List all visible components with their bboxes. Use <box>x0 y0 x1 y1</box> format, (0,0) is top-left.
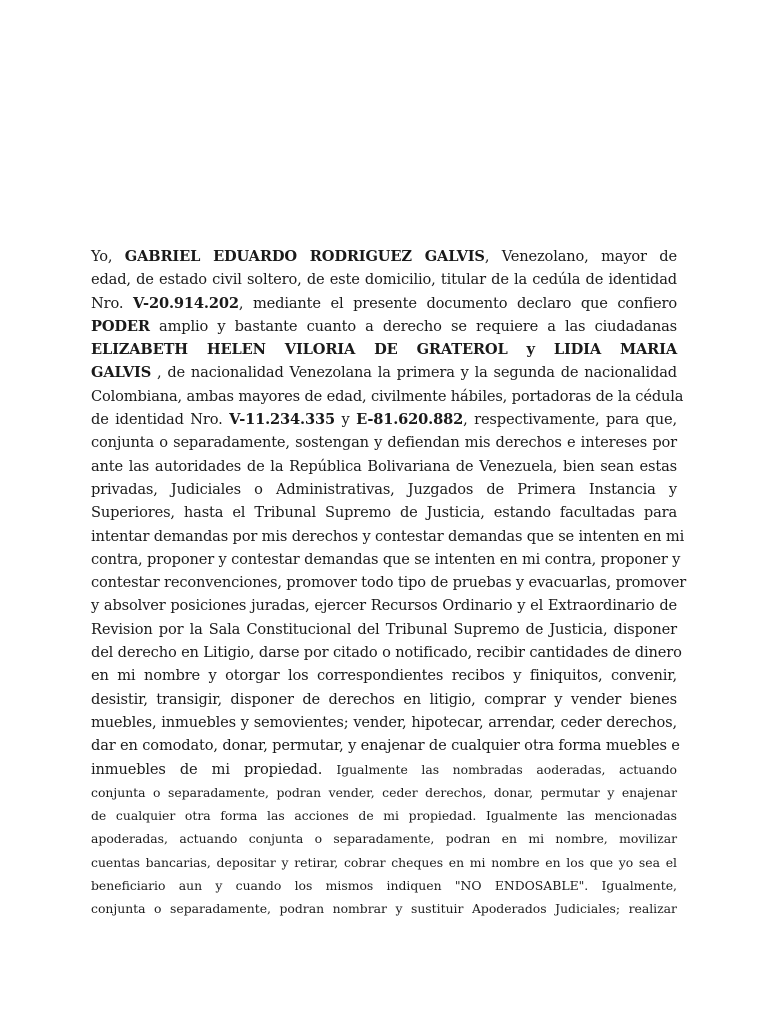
document-line <box>91 525 685 548</box>
text-segment: desistir, transigir, disponer de derechos en litigio, comprar y vender bienes <box>91 690 677 708</box>
document-line <box>91 292 677 315</box>
document-line <box>91 408 677 431</box>
document-line <box>91 874 677 897</box>
text-segment: Yo, <box>91 248 125 265</box>
document-line <box>91 618 677 641</box>
bold-text-segment: E-81.620.882 <box>356 411 464 429</box>
text-segment: Colombiana, ambas mayores de edad, civilmente hábiles, portadoras de la cédula <box>91 387 684 405</box>
text-segment: ante las autoridades de la República Bolivariana de Venezuela, bien sean estas <box>91 457 677 475</box>
power-of-attorney-body <box>91 245 687 921</box>
document-line <box>91 385 684 408</box>
text-segment: en mi nombre y otorgar los correspondientes recibos y finiquitos, convenir, <box>91 667 677 685</box>
text-segment: intentar demandas por mis derechos y contestar demandas que se intenten en mi <box>91 527 685 545</box>
text-segment: y absolver posiciones juradas, ejercer Recursos Ordinario y el Extraordinario de <box>91 597 677 615</box>
text-segment: contestar reconvenciones, promover todo tipo de pruebas y evacuarlas, promover <box>91 574 687 592</box>
text-segment: , Venezolano, mayor de <box>484 248 677 265</box>
document-line <box>91 897 677 920</box>
text-segment: y <box>335 411 357 429</box>
document-line <box>91 245 677 268</box>
bold-text-segment: V-11.234.335 <box>229 411 335 429</box>
document-line <box>91 664 677 687</box>
text-segment: de identidad Nro. <box>91 411 230 429</box>
text-segment: Revision por la Sala Constitucional del Tribunal Supremo de Justicia, disponer <box>91 620 677 638</box>
text-segment: conjunta o separadamente, podran nombrar y sustituir Apoderados Judiciales; realizar <box>91 901 677 917</box>
text-segment: conjunta o separadamente, podran vender, ceder derechos, donar, permutar y enajenar <box>91 784 677 800</box>
document-line <box>91 478 677 501</box>
document-line <box>91 338 677 361</box>
text-segment: , de nacionalidad Venezolana la primera y la segunda de nacionalidad <box>151 364 677 382</box>
text-segment: apoderadas, actuando conjunta o separadamente, podran en mi nombre, movilizar <box>91 831 677 847</box>
text-segment: de cualquier otra forma las acciones de mi propiedad. Igualmente las mencionadas <box>91 808 677 824</box>
text-segment: Igualmente las nombradas aoderadas, actuando <box>336 761 677 777</box>
text-segment: del derecho en Litigio, darse por citado o notificado, recibir cantidades de dinero <box>91 644 682 662</box>
document-line <box>91 571 687 594</box>
document-line <box>91 758 677 781</box>
document-line <box>91 851 677 874</box>
document-line <box>91 688 677 711</box>
document-line <box>91 501 677 524</box>
text-segment: inmuebles de mi propiedad. <box>91 760 337 778</box>
document-line <box>91 455 677 478</box>
text-segment: muebles, inmuebles y semovientes; vender, hipotecar, arrendar, ceder derechos, <box>91 713 677 731</box>
document-line <box>91 431 677 454</box>
document-line <box>91 641 682 664</box>
bold-text-segment: GABRIEL EDUARDO RODRIGUEZ GALVIS <box>124 248 485 265</box>
bold-text-segment: PODER <box>91 317 150 335</box>
document-line <box>91 711 677 734</box>
text-segment: Superiores, hasta el Tribunal Supremo de Justicia, estando facultadas para <box>91 504 677 522</box>
text-segment: edad, de estado civil soltero, de este domicilio, titular de la cedúla de identidad <box>91 271 677 289</box>
bold-text-segment: GALVIS <box>91 364 152 382</box>
document-line <box>91 734 680 757</box>
document-line <box>91 268 677 291</box>
text-segment: Nro. <box>91 294 133 312</box>
text-segment: amplio y bastante cuanto a derecho se requiere a las ciudadanas <box>149 317 677 335</box>
text-segment: privadas, Judiciales o Administrativas, Juzgados de Primera Instancia y <box>91 480 677 498</box>
bold-text-segment: ELIZABETH HELEN VILORIA DE GRATEROL y LIDIA MARIA <box>91 341 677 359</box>
text-segment: contra, proponer y contestar demandas que se intenten en mi contra, proponer y <box>91 550 681 568</box>
text-segment: conjunta o separadamente, sostengan y defiendan mis derechos e intereses por <box>91 434 677 452</box>
text-segment: , respectivamente, para que, <box>463 411 677 429</box>
document-line <box>91 781 677 804</box>
document-line <box>91 804 677 827</box>
document-line <box>91 315 677 338</box>
document-line <box>91 548 681 571</box>
text-segment: dar en comodato, donar, permutar, y enajenar de cualquier otra forma muebles e <box>91 737 680 755</box>
text-segment: , mediante el presente documento declaro que confiero <box>238 294 677 312</box>
document-line <box>91 361 677 384</box>
text-segment: cuentas bancarias, depositar y retirar, cobrar cheques en mi nombre en los que yo sea el <box>91 854 677 870</box>
document-line <box>91 827 677 850</box>
text-segment: beneficiario aun y cuando los mismos indiquen "NO ENDOSABLE". Igualmente, <box>91 878 677 894</box>
document-line <box>91 594 677 617</box>
bold-text-segment: V-20.914.202 <box>132 294 239 312</box>
